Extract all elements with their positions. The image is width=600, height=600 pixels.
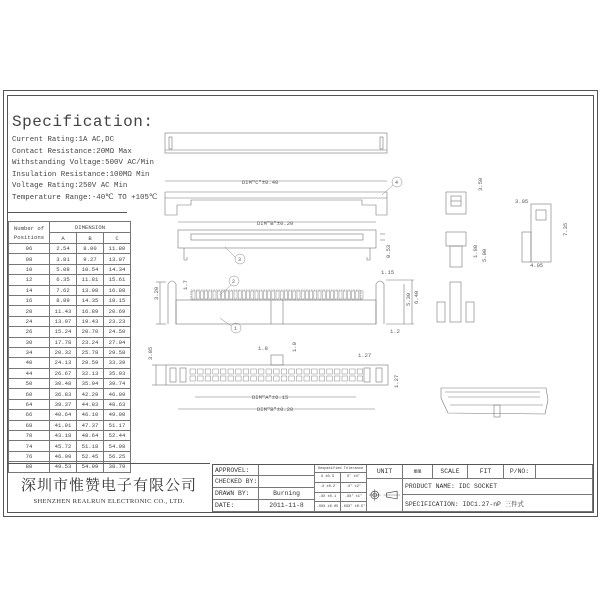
cell-c: 20.69 bbox=[104, 306, 131, 316]
tolerance-cell: .XXX ±0.05 bbox=[315, 502, 341, 512]
cell-positions: 34 bbox=[9, 347, 50, 357]
product-name: PRODUCT NAME: IDC SOCKET bbox=[403, 479, 593, 495]
cell-positions: 76 bbox=[9, 451, 50, 461]
cell-a: 15.24 bbox=[50, 327, 77, 337]
cell-b: 19.43 bbox=[77, 316, 104, 326]
cell-a: 7.62 bbox=[50, 285, 77, 295]
cell-c: 46.09 bbox=[104, 389, 131, 399]
cell-positions: 24 bbox=[9, 316, 50, 326]
cell-c: 54.98 bbox=[104, 441, 131, 451]
cell-positions: 44 bbox=[9, 368, 50, 378]
dim-b-top-label: DIM"B"±0.20 bbox=[257, 220, 294, 227]
header-a: A bbox=[50, 233, 77, 244]
cell-c: 15.61 bbox=[104, 275, 131, 285]
tolerance-cell: X° ±4° bbox=[341, 473, 367, 483]
main-body-view bbox=[156, 280, 414, 324]
tolerance-cell: .X° ±2° bbox=[341, 483, 367, 493]
dim-a-label: DIM"A"±0.15 bbox=[252, 394, 289, 401]
dim-530: 5.30 bbox=[405, 292, 412, 306]
specification-title: Specification: bbox=[12, 113, 154, 131]
cell-a: 43.18 bbox=[50, 431, 77, 441]
callout-1: 1 bbox=[234, 326, 238, 332]
front-view-cover bbox=[165, 181, 387, 215]
cell-a: 49.53 bbox=[50, 462, 77, 472]
cell-positions: 50 bbox=[9, 379, 50, 389]
cell-b: 52.45 bbox=[77, 451, 104, 461]
cell-b: 16.89 bbox=[77, 306, 104, 316]
cell-positions: 60 bbox=[9, 389, 50, 399]
unit-value: mm bbox=[403, 465, 433, 479]
cell-positions: 16 bbox=[9, 295, 50, 305]
cell-c: 14.34 bbox=[104, 264, 131, 274]
cell-positions: 20 bbox=[9, 306, 50, 316]
side-views bbox=[437, 192, 551, 322]
cell-c: 39.74 bbox=[104, 379, 131, 389]
cell-b: 46.10 bbox=[77, 410, 104, 420]
specification-value: SPECIFICATION: IDC1.27-nP 三件式 bbox=[403, 495, 593, 512]
drawn-label: DRAWN BY: bbox=[213, 488, 259, 500]
dim-b-bottom-label: DIM"B"±0.20 bbox=[257, 406, 294, 413]
date-value: 2011-11-8 bbox=[259, 500, 315, 512]
cell-a: 17.78 bbox=[50, 337, 77, 347]
cell-a: 41.91 bbox=[50, 420, 77, 430]
tolerance-cell: .XXX° ±0.5° bbox=[341, 502, 367, 512]
dim-500: 5.00 bbox=[481, 248, 488, 262]
cell-a: 3.81 bbox=[50, 254, 77, 264]
cell-b: 10.54 bbox=[77, 264, 104, 274]
cell-a: 2.54 bbox=[50, 244, 77, 254]
cell-a: 5.08 bbox=[50, 264, 77, 274]
cell-b: 44.83 bbox=[77, 399, 104, 409]
company-name-cn: 深圳市惟赞电子有限公司 bbox=[20, 476, 197, 494]
cell-positions: 12 bbox=[9, 275, 50, 285]
tolerance-cell: .X ±0.2 bbox=[315, 483, 341, 493]
dim-405: 4.05 bbox=[530, 262, 544, 269]
header-dimension: DIMENSION bbox=[50, 222, 131, 233]
spec-current-rating: Current Rating:1A AC,DC bbox=[12, 136, 115, 144]
cell-b: 48.64 bbox=[77, 431, 104, 441]
strain-relief-view bbox=[178, 222, 385, 260]
header-positions: Number of Positions bbox=[9, 222, 50, 244]
dim-640: 6.40 bbox=[413, 290, 420, 304]
header-b: B bbox=[77, 233, 104, 244]
cell-c: 13.07 bbox=[104, 254, 131, 264]
cell-positions: 14 bbox=[9, 285, 50, 295]
approved-label: APPROVEL: bbox=[213, 465, 259, 476]
dim-c-label: DIM"C"±0.40 bbox=[242, 179, 279, 186]
callout-3: 3 bbox=[238, 257, 242, 263]
dim-127-v: 1.27 bbox=[393, 374, 400, 388]
cell-positions: 70 bbox=[9, 431, 50, 441]
dim-735: 7.35 bbox=[562, 222, 569, 236]
cell-a: 39.37 bbox=[50, 399, 77, 409]
cell-b: 8.00 bbox=[77, 244, 104, 254]
company-name-en: SHENZHEN REALRUN ELECTRONIC CO., LTD. bbox=[33, 498, 185, 505]
cell-b: 25.78 bbox=[77, 347, 104, 357]
cell-a: 40.64 bbox=[50, 410, 77, 420]
cell-positions: 26 bbox=[9, 327, 50, 337]
dim-053: 0.53 bbox=[385, 244, 392, 258]
cell-b: 14.35 bbox=[77, 295, 104, 305]
tolerance-title: Unspecified Tolerance bbox=[315, 465, 367, 473]
spec-insulation-resistance: Insulation Resistance:100MΩ Min bbox=[12, 170, 150, 179]
cell-b: 29.59 bbox=[77, 358, 104, 368]
isometric-view bbox=[441, 388, 548, 417]
dim-17: 1.7 bbox=[182, 280, 189, 290]
cell-positions: 10 bbox=[9, 264, 50, 274]
cell-positions: 66 bbox=[9, 410, 50, 420]
cell-c: 29.58 bbox=[104, 347, 131, 357]
cell-c: 35.93 bbox=[104, 368, 131, 378]
tolerance-cell: .XX ±0.1 bbox=[315, 493, 341, 503]
contact-pins bbox=[190, 291, 363, 381]
cell-b: 20.70 bbox=[77, 327, 104, 337]
spec-temperature-range: Temperature Range:-40℃ TO +105℃ bbox=[12, 193, 158, 202]
cell-a: 8.89 bbox=[50, 295, 77, 305]
callout-2: 2 bbox=[232, 279, 236, 285]
cell-a: 6.35 bbox=[50, 275, 77, 285]
cell-b: 35.94 bbox=[77, 379, 104, 389]
cell-b: 11.81 bbox=[77, 275, 104, 285]
cell-positions: 40 bbox=[9, 358, 50, 368]
dim-305: 3.05 bbox=[515, 198, 529, 205]
callout-4: 4 bbox=[395, 180, 399, 186]
dim-320: 3.20 bbox=[153, 286, 160, 300]
checked-label: CHECKED BY: bbox=[213, 476, 259, 488]
cell-a: 20.32 bbox=[50, 347, 77, 357]
scale-label: SCALE bbox=[433, 465, 468, 479]
cell-positions: 30 bbox=[9, 337, 50, 347]
cell-a: 24.13 bbox=[50, 358, 77, 368]
cell-positions: 80 bbox=[9, 462, 50, 472]
spec-withstanding-voltage: Withstanding Voltage:500V AC/Min bbox=[12, 159, 154, 168]
header-c: C bbox=[104, 233, 131, 244]
cell-c: 23.23 bbox=[104, 316, 131, 326]
unit-label: UNIT bbox=[367, 465, 403, 479]
cell-positions: 08 bbox=[9, 254, 50, 264]
cell-b: 9.27 bbox=[77, 254, 104, 264]
dim-180: 1.80 bbox=[472, 244, 479, 258]
cell-a: 30.48 bbox=[50, 379, 77, 389]
cell-b: 51.18 bbox=[77, 441, 104, 451]
dim-18: 1.8 bbox=[258, 345, 268, 352]
dim-10: 1.0 bbox=[291, 342, 298, 352]
cell-a: 36.83 bbox=[50, 389, 77, 399]
cell-a: 13.97 bbox=[50, 316, 77, 326]
cell-a: 45.72 bbox=[50, 441, 77, 451]
cell-c: 18.15 bbox=[104, 295, 131, 305]
cell-positions: 06 bbox=[9, 244, 50, 254]
cell-a: 46.99 bbox=[50, 451, 77, 461]
cell-c: 38.79 bbox=[104, 462, 131, 472]
date-label: DATE: bbox=[213, 500, 259, 512]
spec-contact-resistance: Contact Resistance:20MΩ Max bbox=[12, 147, 132, 156]
cell-c: 16.88 bbox=[104, 285, 131, 295]
cell-a: 11.43 bbox=[50, 306, 77, 316]
dim-127-h: 1.27 bbox=[358, 352, 372, 359]
dim-350: 3.50 bbox=[477, 177, 484, 191]
dim-12: 1.2 bbox=[390, 328, 400, 335]
part-no-label: P/NO: bbox=[504, 465, 536, 479]
cell-b: 23.24 bbox=[77, 337, 104, 347]
cell-c: 24.50 bbox=[104, 327, 131, 337]
cell-positions: 74 bbox=[9, 441, 50, 451]
cell-c: 33.39 bbox=[104, 358, 131, 368]
dim-115: 1.15 bbox=[381, 269, 395, 276]
cell-positions: 64 bbox=[9, 399, 50, 409]
drawn-value: Burning bbox=[259, 488, 315, 500]
top-view-cover bbox=[165, 133, 387, 153]
cell-c: 56.25 bbox=[104, 451, 131, 461]
cell-b: 54.99 bbox=[77, 462, 104, 472]
cell-b: 42.29 bbox=[77, 389, 104, 399]
scale-value: FIT bbox=[468, 465, 504, 479]
cell-c: 49.90 bbox=[104, 410, 131, 420]
cell-c: 27.04 bbox=[104, 337, 131, 347]
cell-a: 26.67 bbox=[50, 368, 77, 378]
tolerance-cell: X ±0.3 bbox=[315, 473, 341, 483]
cell-c: 51.17 bbox=[104, 420, 131, 430]
cell-b: 32.13 bbox=[77, 368, 104, 378]
cell-positions: 68 bbox=[9, 420, 50, 430]
tolerance-cell: .XX° ±1° bbox=[341, 493, 367, 503]
cell-c: 11.80 bbox=[104, 244, 131, 254]
cell-c: 48.63 bbox=[104, 399, 131, 409]
spec-voltage-rating: Voltage Rating:250V AC Min bbox=[12, 182, 128, 191]
cell-b: 13.08 bbox=[77, 285, 104, 295]
cell-b: 47.37 bbox=[77, 420, 104, 430]
dim-305-left: 3.05 bbox=[147, 346, 154, 360]
cell-c: 52.44 bbox=[104, 431, 131, 441]
